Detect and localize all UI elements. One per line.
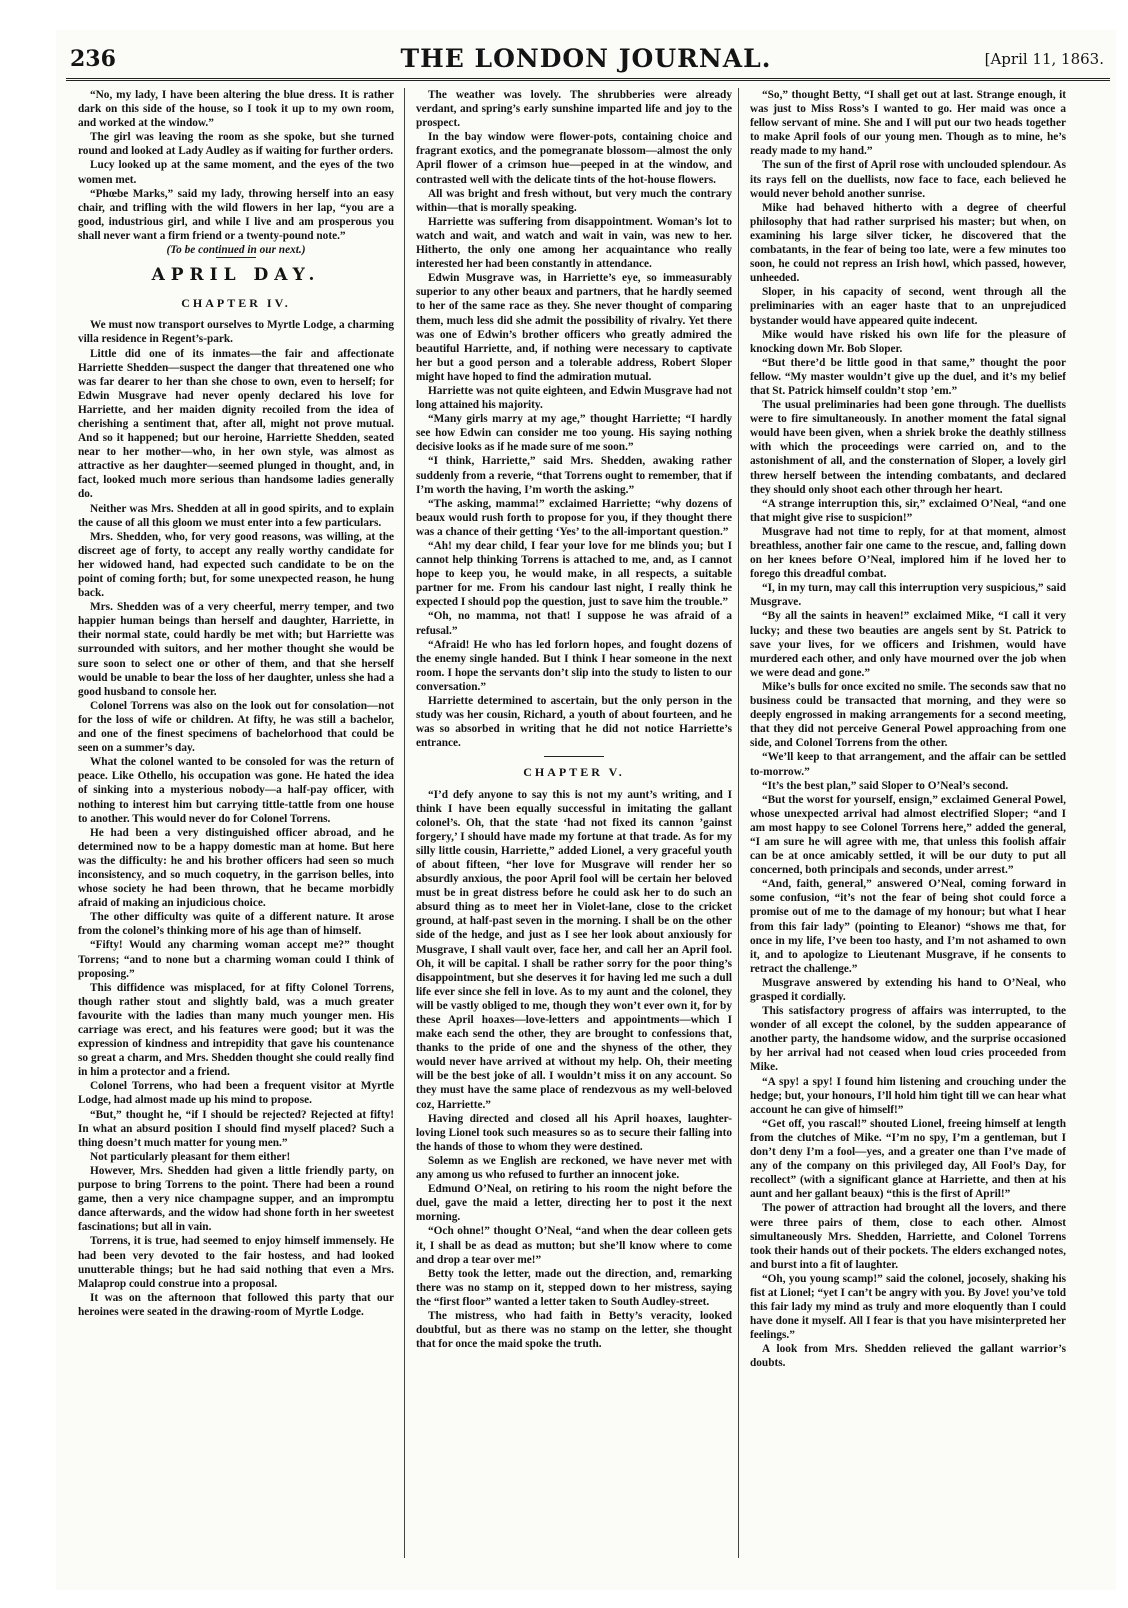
newspaper-page	[56, 30, 1116, 1590]
paragraph: Solemn as we English are reckoned, we have never met with any among us who refused to further an innocent joke.	[416, 1154, 732, 1182]
paragraph: Colonel Torrens was also on the look out for consolation—not for the loss of wife or children. At fifty, he was still a bachelor, and one of the finest specimens of bachelorhood that could be seen on a summer’s day.	[78, 699, 394, 755]
paragraph: “But the worst for yourself, ensign,” exclaimed General Powel, whose unexpected arrival had almost electrified Sloper; “and I am most happy to see Colonel Torrens here,” added the general, “I am sure he will agree with me, that unless this foolish affair can be at once amicably settled, it will be our duty to put all concerned, both principals and seconds, under arrest.”	[750, 793, 1066, 877]
paragraph: “So,” thought Betty, “I shall get out at last. Strange enough, it was just to Miss Ross’s I wanted to go. Her maid was once a fellow servant of mine. She and I will put our two heads together to make April fools of our young men. Though as to mine, he’s ready made to my hand.”	[750, 89, 1066, 158]
paragraph: The mistress, who had faith in Betty’s veracity, looked doubtful, but as there was no stamp on the letter, she thought that for once the maid spoke the truth.	[416, 1309, 732, 1351]
page-number: 236	[70, 46, 116, 72]
column-1	[78, 88, 394, 1558]
paragraph: “Many girls marry at my age,” thought Harriette; “I hardly see how Edwin can consider me too young. His saying nothing decisive looks as if he made sure of me soon.”	[416, 413, 732, 454]
paragraph: “But,” thought he, “if I should be rejected? Rejected at fifty! In what an absurd position I should find myself placed? Such a thing doesn’t much matter for young men.”	[78, 1108, 394, 1149]
paragraph: All was bright and fresh without, but very much the contrary within—that is morally speaking.	[416, 187, 732, 214]
paragraph: In the bay window were flower-pots, containing choice and fragrant exotics, and the pomegranate blossom—almost the only April flower of a crimson hue—peeped in at the window, and contrasted well with the delicate tints of the hot-house flowers.	[416, 131, 732, 186]
paragraph: Harriette determined to ascertain, but the only person in the study was her cousin, Richard, a youth of about fourteen, and he was so absorbed in writing that he did not notice Harriette’s entrance.	[416, 695, 732, 750]
paragraph: “Afraid! He who has led forlorn hopes, and fought dozens of the enemy single handed. But I think I hear someone in the next room. I hope the servants don’t slip into the study to listen to our conversation.”	[416, 638, 732, 693]
paragraph: Sloper, in his capacity of second, went through all the preliminaries with an eager haste that to an unprejudiced bystander would have appeared quite indecent.	[750, 286, 1066, 327]
paragraph: “It’s the best plan,” said Sloper to O’Neal’s second.	[762, 779, 1009, 792]
paragraph: This satisfactory progress of affairs was interrupted, to the wonder of all except the colonel, by the sudden appearance of another party, the handsome widow, and the surprise occasioned by her arrival had not ceased when loud cries proceeded from Mike.	[750, 1005, 1066, 1074]
chapter-5-text	[416, 788, 732, 1352]
divider	[216, 257, 256, 258]
paragraph: Mike had behaved hitherto with a degree of cheerful philosophy that had rather surprised his master; but when, on examining his large silver ticker, he discovered that the combatants, in the fear of being too late, were a few minutes too soon, he could not repress an Irish howl, which passed, however, unheeded.	[750, 201, 1066, 285]
paragraph: Mrs. Shedden was of a very cheerful, merry temper, and two happier human beings than herself and daughter, Harriette, in their normal state, could hardly be met with; but Harriette was surrounded with suitors, and her mother thought she would be sure soon to select one or other of them, and that she herself would be unable to bear the loss of her daughter, unless she had a good husband to console her.	[78, 601, 394, 698]
paragraph: Torrens, it is true, had seemed to enjoy himself immensely. He had been very devoted to the fair hostess, and had looked unutterable things; but he had said nothing that even a Mrs. Malaprop could construe into a proposal.	[78, 1235, 394, 1290]
story-continuation	[78, 88, 394, 243]
continued-note: (To be continued in our next.)	[166, 244, 306, 257]
chapter-heading: CHAPTER IV.	[181, 296, 291, 311]
paragraph: “By all the saints in heaven!” exclaimed Mike, “I call it very lucky; and these two beauties are angels sent by St. Patrick to save your lives, for we officers and Irishmen, would have murdered each other, and only have mourned over the job when we were dead and gone.”	[750, 610, 1066, 679]
issue-date: [April 11, 1863.	[984, 50, 1104, 68]
paragraph: Lucy looked up at the same moment, and the eyes of the two women met.	[78, 159, 394, 186]
paragraph: The weather was lovely. The shrubberies were already verdant, and spring’s early sunshine imparted life and joy to the prospect.	[416, 89, 732, 130]
paragraph: However, Mrs. Shedden had given a little friendly party, on purpose to bring Torrens to the point. There had been a round game, then a very nice champagne supper, and an impromptu dance afterwards, and the widow had shone forth in her sweetest fascinations; but all in vain.	[78, 1164, 394, 1234]
paragraph: “Oh, you young scamp!” said the colonel, jocosely, shaking his fist at Lionel; “yet I can’t be angry with you. By Jove! you’ve told this fair lady my mind as truly and more eloquently than I could have done it myself. All I fear is that you have misinterpreted her feelings.”	[750, 1272, 1066, 1342]
paragraph: “Och ohne!” thought O’Neal, “and when the dear colleen gets it, I shall be as dead as mutton; but she’ll know where to come and drop a tear over me!”	[416, 1225, 732, 1266]
paragraph: Mrs. Shedden, who, for very good reasons, was willing, at the discreet age of forty, to accept any really worthy candidate for her widowed hand, had expected such candidate to be on the point of coming forth; but, for some unexpected reason, he hung back.	[78, 530, 394, 600]
paragraph: The power of attraction had brought all the lovers, and there were three pairs of them, close to each other. Almost simultaneously Mrs. Shedden, Harriette, and Colonel Torrens took their hands out of their pockets. The elders exchanged notes, and burst into a fit of laughter.	[750, 1202, 1066, 1271]
paragraph: A look from Mrs. Shedden relieved the gallant warrior’s doubts.	[750, 1343, 1066, 1370]
paragraph: We must now transport ourselves to Myrtle Lodge, a charming villa residence in Regent’s-park.	[78, 319, 394, 346]
paragraph: “And, faith, general,” answered O’Neal, coming forward in some confusion, “it’s not the fear of being shot could force a promise out of me to the damage of my honour; but what I hear from this fair lady” (pointing to Eleanor) “shows me that, for once in my life, I’ve been too hasty, and I’m not ashamed to own it, and to apologize to Lieutenant Musgrave, if he consents to retract the challenge.”	[750, 878, 1066, 975]
chapter-4-text-continued	[416, 88, 732, 750]
paragraph: Neither was Mrs. Shedden at all in good spirits, and to explain the cause of all this gloom we must enter into a few particulars.	[78, 502, 394, 529]
chapter-5-text-continued	[750, 88, 1066, 1371]
paragraph: The other difficulty was quite of a different nature. It arose from the colonel’s thinking more of his age than of himself.	[78, 911, 394, 938]
paragraph: “Oh, no mamma, not that! I suppose he was afraid of a refusal.”	[416, 610, 732, 637]
paragraph: “I, in my turn, may call this interruption very suspicious,” said Musgrave.	[750, 582, 1066, 609]
chapter-heading: CHAPTER V.	[523, 765, 625, 780]
paragraph: Harriette was not quite eighteen, and Edwin Musgrave had not long attained his majority.	[416, 384, 732, 412]
paragraph: “A spy! a spy! I found him listening and crouching under the hedge; but, your honours, I’ll hold him tight till we can hear what account he can give of himself!”	[750, 1075, 1066, 1116]
paragraph: Musgrave answered by extending his hand to O’Neal, who grasped it cordially.	[750, 976, 1066, 1003]
divider	[544, 756, 604, 757]
story-title: APRIL DAY.	[151, 265, 321, 286]
paragraph: “But there’d be little good in that same,” thought the poor fellow. “My master wouldn’t give up the duel, and it’s my belief that St. Patrick himself couldn’t stop ’em.”	[750, 356, 1066, 397]
header-rule	[66, 78, 1110, 81]
paragraph: Mike would have risked his own life for the pleasure of knocking down Mr. Bob Sloper.	[750, 328, 1066, 355]
paragraph: The usual preliminaries had been gone through. The duellists were to fire simultaneously. In another moment the fatal signal would have been given, when a shriek broke the deathly stillness with which the proceedings were carried on, and to the astonishment of all, and the consternation of Sloper, a lovely girl threw herself between the intending combatants, and declared they should only shoot each other through her heart.	[750, 399, 1066, 496]
paragraph: Not particularly pleasant for them either!	[90, 1150, 291, 1163]
paragraph: This diffidence was misplaced, for at fifty Colonel Torrens, though rather stout and slightly bald, was a much greater favourite with the ladies than many much younger men. His carriage was erect, and his features were good; but it was the expression of kindness and intrepidity that gave his countenance so great a charm, and Mrs. Shedden thought she could really find in him a protector and a friend.	[78, 981, 394, 1079]
paragraph: It was on the afternoon that followed this party that our heroines were seated in the drawing-room of Myrtle Lodge.	[78, 1291, 394, 1318]
paragraph: Mike’s bulls for once excited no smile. The seconds saw that no business could be transacted that morning, and they were so deeply engrossed in making arrangements for a second meeting, that they did not perceive General Powel approaching from one side, and Colonel Torrens from the other.	[750, 680, 1066, 750]
paragraph: The girl was leaving the room as she spoke, but she turned round and looked at Lady Audley as if waiting for further orders.	[78, 131, 394, 158]
paragraph: What the colonel wanted to be consoled for was the return of peace. Like Othello, his occupation was gone. He hated the idea of sinking into a mysterious nobody—a half-pay officer, with nothing to interest him but carrying tittle-tattle from one house to another. This would never do for Colonel Torrens.	[78, 756, 394, 825]
chapter-4-text	[78, 318, 394, 1319]
paragraph: “I think, Harriette,” said Mrs. Shedden, awaking rather suddenly from a reverie, “that Torrens ought to remember, that if I’m worth the having, I’m worth the asking.”	[416, 455, 732, 496]
paragraph: Colonel Torrens, who had been a frequent visitor at Myrtle Lodge, had almost made up his mind to propose.	[78, 1080, 394, 1107]
paragraph: “I’d defy anyone to say this is not my aunt’s writing, and I think I have been equally successful in imitating the gallant colonel’s. Oh, that the state ‘had not fixed its cannon ’gainst forgery,’ I should have made my fortune at that trade. As for my silly little cousin, Harriette,” added Lionel, a very graceful youth of about fifteen, “her love for Musgrave will render her so absurdly anxious, the poor April fool will be certain her beloved must be in great distress before he could ask her to do such an absurd thing as to meet her in Violet-lane, close to the cricket ground, at half-past seven in the morning. I shall be on the other side of the hedge, and just as I see her look about anxiously for Musgrave, I shall vault over, face her, and call her an April fool. Oh, it will be capital. I shall be rather sorry for the poor thing’s disappointment, but she deserves it for having led me such a dull life ever since she fell in love. As to my aunt and the colonel, they will be vastly obliged to me, though they won’t ever own it, for by these April hoaxes—love-letters and appointments—which I make each send the other, they are brought to confessions that, thanks to the pride of one and the shyness of the other, they would never have arrived at without my help. Oh, their meeting will be the best joke of all. I wouldn’t miss it on any account. So they must have the same place of rendezvous as my well-beloved coz, Harriette.”	[416, 788, 732, 1111]
paragraph: Edwin Musgrave was, in Harriette’s eye, so immeasurably superior to any other beaux and partners, that he hardly seemed to her of the same race as they. She never thought of comparing them, much less did she admit the possibility of rivalry. Yet there was one of Edwin’s brother officers who greatly admired the beautiful Harriette, and, if nothing were necessary to captivate her but a good person and a tolerable address, Robert Sloper might have hoped to find the admiration mutual.	[416, 272, 732, 383]
journal-title: THE LONDON JOURNAL.	[400, 44, 772, 73]
paragraph: “No, my lady, I have been altering the blue dress. It is rather dark on this side of the house, so I took it up to my own room, and worked at the window.”	[78, 89, 394, 130]
column-rule	[404, 88, 405, 1558]
paragraph: “Get off, you rascal!” shouted Lionel, freeing himself at length from the clutches of Mike. “I’m no spy, I’m a gentleman, but I don’t deny I’m a fool—yes, and a greater one than I’ve made of any of the company on this privileged day, All Fool’s Day, for recollect” (with a significant glance at Harriette, and then at his aunt and her gallant beaux) “this is the first of April!”	[750, 1117, 1066, 1201]
paragraph: He had been a very distinguished officer abroad, and he determined now to be a happy domestic man at home. But here was the difficulty: he and his brother officers had seen so much inconsistency, and so much coquetry, in the garrison belles, into whose society he had been thrown, that he became morbidly afraid of making an injudicious choice.	[78, 826, 394, 910]
paragraph: Harriette was suffering from disappointment. Woman’s lot to watch and wait, and watch and wait in vain, was new to her. Hitherto, the only one among her acquaintance who really interested her had been constantly in attendance.	[416, 215, 732, 271]
paragraph: Betty took the letter, made out the direction, and, remarking there was no stamp on it, stepped down to her mistress, saying the “first floor” wanted a letter taken to South Audley-street.	[416, 1267, 732, 1308]
paragraph: Musgrave had not time to reply, for at that moment, almost breathless, another fair one came to the rescue, and, falling down on her knees before O’Neal, implored him if he loved her to forego this dreadful combat.	[750, 525, 1066, 581]
paragraph: Having directed and closed all his April hoaxes, laughter-loving Lionel took such measures so as to secure their falling into the hands of those to whom they were destined.	[416, 1112, 732, 1153]
paragraph: “Phœbe Marks,” said my lady, throwing herself into an easy chair, and trifling with the wild flowers in her lap, “you are a good, industrious girl, and while I live and am prosperous you shall never want a firm friend or a twenty-pound note.”	[78, 187, 394, 242]
paragraph: Little did one of its inmates—the fair and affectionate Harriette Shedden—suspect the danger that threatened one who was far dearer to her than she chose to own, even to herself; for Edwin Musgrave had never openly declared his love for Harriette, and her maiden dignity recoiled from the idea of cherishing a sentiment that, after all, might not prove mutual. And so it happened; but our heroine, Harriette Shedden, seated near to her mother—who, in her own style, was almost as attractive as her daughter—seemed plunged in thought, and, in fact, looked much more serious than handsome ladies generally do.	[78, 347, 394, 501]
paragraph: “We’ll keep to that arrangement, and the affair can be settled to-morrow.”	[750, 751, 1066, 778]
paragraph: The sun of the first of April rose with unclouded splendour. As its rays fell on the duellists, now face to face, each believed he would never behold another sunrise.	[750, 159, 1066, 200]
column-2	[416, 88, 732, 1558]
paragraph: “A strange interruption this, sir,” exclaimed O’Neal, “and one that might give rise to suspicion!”	[750, 497, 1066, 524]
paragraph: “The asking, mamma!” exclaimed Harriette; “why dozens of beaux would rush forth to propose for you, if they thought there was a chance of their getting ‘Yes’ to the all-important question.”	[416, 497, 732, 538]
paragraph: “Fifty! Would any charming woman accept me?” thought Torrens; “and to none but a charming woman could I think of proposing.”	[78, 939, 394, 980]
column-3	[750, 88, 1066, 1558]
paragraph: “Ah! my dear child, I fear your love for me blinds you; but I cannot help thinking Torrens is attached to me, and, as I cannot hope to keep you, he would make, in all respects, a suitable partner for me. From his candour last night, I really think he expected I should pop the question, just to save him the trouble.”	[416, 540, 732, 609]
page-header	[56, 40, 1116, 80]
column-rule	[738, 88, 739, 1558]
paragraph: Edmund O’Neal, on retiring to his room the night before the duel, gave the maid a letter, directing her to post it the next morning.	[416, 1183, 732, 1224]
